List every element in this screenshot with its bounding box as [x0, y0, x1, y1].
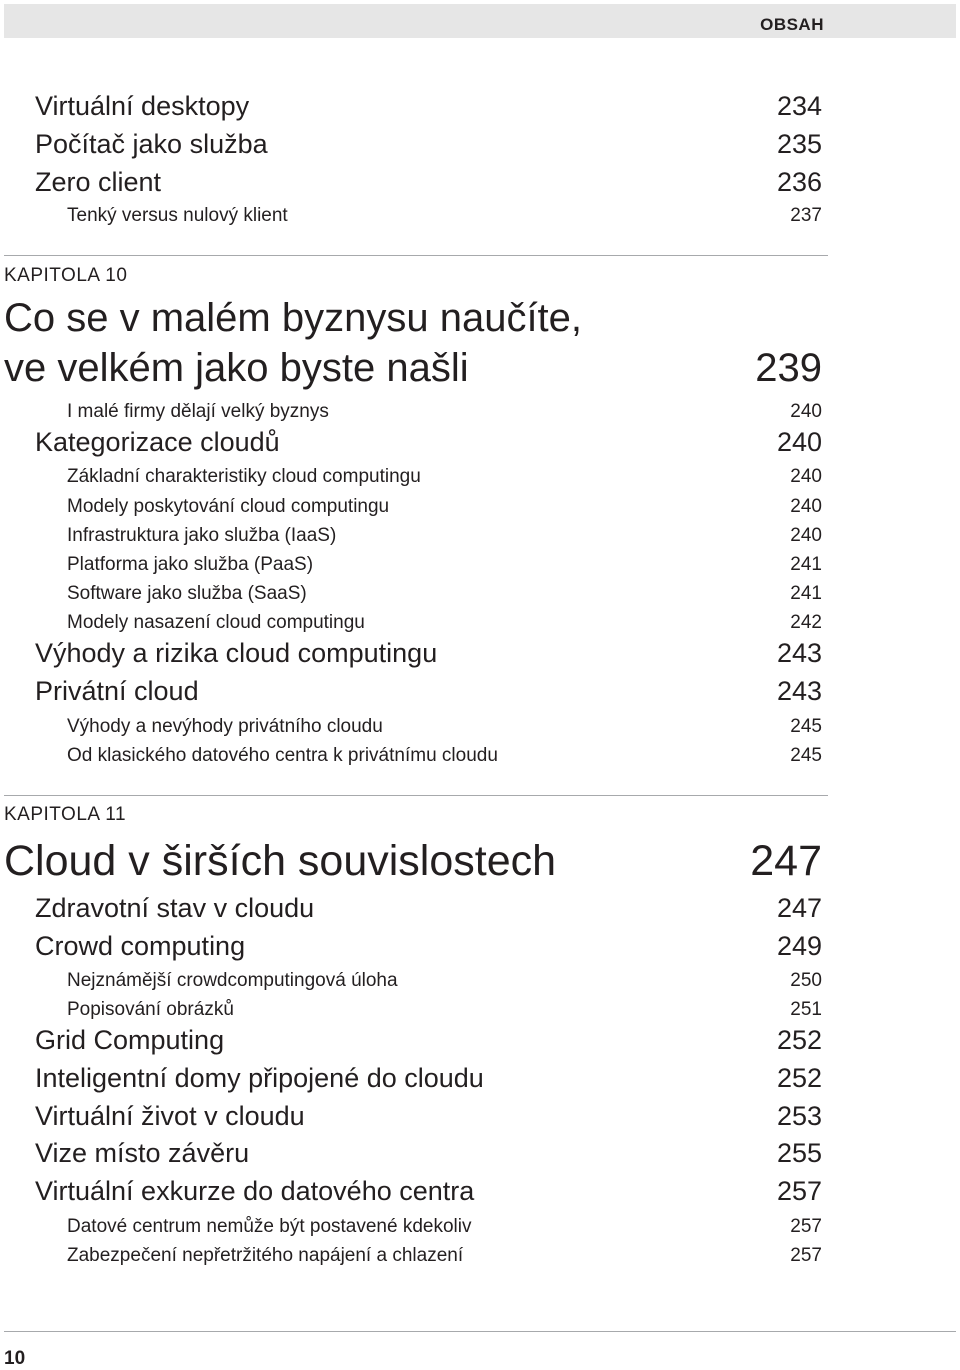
toc-entry-title: Zero client	[35, 167, 162, 197]
toc-entry-title: Vize místo závěru	[35, 1138, 250, 1168]
toc-entry-title: Počítač jako služba	[35, 129, 268, 159]
toc-entry-title: I malé firmy dělají velký byznys	[67, 401, 329, 422]
toc-entry	[0, 882, 822, 922]
toc-entry-page: 251	[790, 999, 822, 1020]
toc-entry-page: 253	[776, 1101, 822, 1131]
toc-entry-page: 245	[790, 716, 822, 737]
chapter-page: 247	[750, 837, 822, 885]
toc-entry-page: 237	[790, 205, 822, 226]
toc-entry-title: Datové centrum nemůže být postavené kdekoliv	[67, 1216, 472, 1237]
header-bar	[4, 4, 956, 38]
toc-entry-page: 257	[790, 1216, 822, 1237]
toc-entry-title: Virtuální exkurze do datového centra	[35, 1176, 475, 1206]
toc-entry-title: Zdravotní stav v cloudu	[35, 893, 315, 923]
toc-entry-page: 245	[790, 745, 822, 766]
chapter-page: 239	[755, 346, 822, 390]
toc-entry-title: Grid Computing	[35, 1025, 225, 1055]
toc-entry	[0, 592, 822, 632]
toc-entry-title: Základní charakteristiky cloud computingu	[67, 466, 421, 487]
toc-entry-title: Od klasického datového centra k privátnímu cloudu	[67, 745, 498, 766]
page-number: 10	[4, 1348, 26, 1369]
toc-entry	[0, 1090, 822, 1130]
toc-entry-title: Virtuální život v cloudu	[35, 1101, 305, 1131]
toc-entry-page: 240	[790, 525, 822, 546]
footer-divider	[4, 1331, 956, 1332]
chapter-divider	[4, 795, 828, 796]
toc-entry-title: Popisování obrázků	[67, 999, 234, 1020]
chapter-label: KAPITOLA 10	[4, 265, 128, 286]
toc-entry	[0, 381, 822, 421]
toc-entry	[0, 185, 822, 225]
toc-entry	[0, 1014, 822, 1054]
toc-entry	[0, 979, 822, 1019]
toc-entry-page: 252	[776, 1063, 822, 1093]
toc-entry-title: Modely nasazení cloud computingu	[67, 612, 365, 633]
toc-entry	[0, 1127, 822, 1167]
toc-entry-page: 250	[790, 970, 822, 991]
toc-entry-page: 257	[776, 1176, 822, 1206]
toc-entry-title: Virtuální desktopy	[35, 91, 250, 121]
toc-entry	[0, 1052, 822, 1092]
toc-entry-page: 235	[776, 129, 822, 159]
toc-entry-page: 240	[776, 427, 822, 457]
running-header: OBSAH	[760, 15, 824, 34]
toc-entry-page: 240	[790, 466, 822, 487]
toc-entry	[0, 80, 822, 120]
toc-entry	[0, 725, 822, 765]
toc-entry-page: 257	[790, 1245, 822, 1266]
toc-entry-title: Kategorizace cloudů	[35, 427, 280, 457]
toc-entry-page: 241	[790, 554, 822, 575]
chapter-title: Cloud v širších souvislostech	[4, 837, 557, 885]
toc-entry-title: Crowd computing	[35, 931, 246, 961]
toc-entry-title: Platforma jako služba (PaaS)	[67, 554, 314, 575]
chapter-title-line1: Co se v malém byznysu naučíte,	[4, 296, 583, 340]
toc-entry	[0, 1225, 822, 1265]
toc-entry-page: 252	[776, 1025, 822, 1055]
toc-entry-page: 249	[776, 931, 822, 961]
toc-entry-title: Zabezpečení nepřetržitého napájení a chlazení	[67, 1245, 464, 1266]
chapter-label: KAPITOLA 11	[4, 804, 127, 825]
toc-entry-title: Infrastruktura jako služba (IaaS)	[67, 525, 337, 546]
toc-entry-title: Tenký versus nulový klient	[67, 205, 288, 226]
toc-entry-page: 242	[790, 612, 822, 633]
toc-entry-title: Modely poskytování cloud computingu	[67, 496, 390, 517]
chapter-title-line2: ve velkém jako byste našli	[4, 346, 469, 390]
toc-entry-page: 255	[776, 1138, 822, 1168]
toc-entry	[0, 627, 822, 667]
toc-entry-title: Software jako služba (SaaS)	[67, 583, 307, 604]
toc-entry-page: 240	[790, 496, 822, 517]
toc-entry-page: 243	[776, 676, 822, 706]
toc-entry	[0, 118, 822, 158]
toc-entry-page: 236	[776, 167, 822, 197]
toc-entry-title: Nejznámější crowdcomputingová úloha	[67, 970, 398, 991]
toc-entry-title: Výhody a rizika cloud computingu	[35, 638, 438, 668]
toc-entry-title: Privátní cloud	[35, 676, 199, 706]
toc-entry-page: 243	[776, 638, 822, 668]
toc-entry-page: 247	[776, 893, 822, 923]
toc-entry-title: Inteligentní domy připojené do cloudu	[35, 1063, 484, 1093]
toc-entry-page: 234	[776, 91, 822, 121]
toc-entry-page: 240	[790, 401, 822, 422]
toc-entry-page: 241	[790, 583, 822, 604]
toc-entry-title: Výhody a nevýhody privátního cloudu	[67, 716, 383, 737]
chapter-divider	[4, 255, 828, 256]
